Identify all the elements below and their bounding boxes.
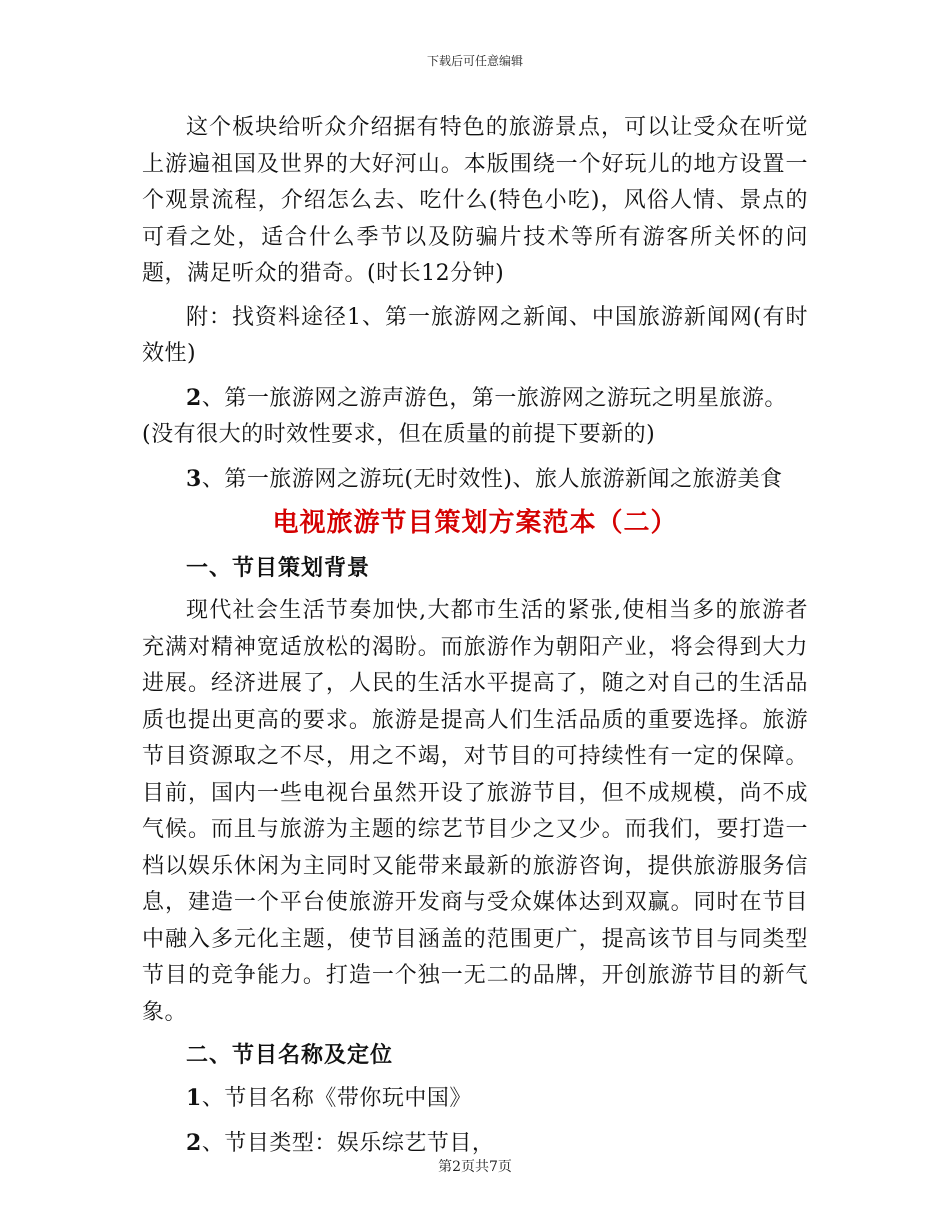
list-item-number: 2 xyxy=(186,384,202,411)
page-footer: 第2页共7页 xyxy=(438,1159,512,1175)
list-item-text: 、第一旅游网之游玩(无时效性)、旅人旅游新闻之旅游美食 xyxy=(201,466,783,492)
list-item-number: 2 xyxy=(186,1129,202,1156)
section-heading: 一、节目策划背景 xyxy=(186,556,371,581)
list-item-text: 、第一旅游网之游声游色，第一旅游网之游玩之明星旅游。(没有很大的时效性要求，但在质量的前提下要新的) xyxy=(142,385,787,447)
section-paragraph: 现代社会生活节奏加快,大都市生活的紧张,使相当多的旅游者充满对精神宽适放松的渴盼。而旅游作为朝阳产业，将会得到大力进展。经济进展了，人民的生活水平提高了，随之对自己的生活品质也提出更高的要求。旅游是提高人们生活品质的重要选择。旅游节目资源取之不尽，用之不竭，对节目的可持续性有一定的保障。目前，国内一些电视台虽然开设了旅游节目，但不成规模，尚不成气候。而且与旅游为主题的综艺节目少之又少。而我们，要打造一档以娱乐休闲为主同时又能带来最新的旅游咨询，提供旅游服务信息，建造一个平台使旅游开发商与受众媒体达到双赢。同时在节目中融入多元化主题，使节目涵盖的范围更广，提高该节目与同类型节目的竞争能力。打造一个独一无二的品牌，开创旅游节目的新气象。 xyxy=(142,598,808,1025)
list-item xyxy=(142,380,808,454)
list-item xyxy=(142,1080,808,1118)
list-item-number: 3 xyxy=(186,465,202,492)
document-title: 电视旅游节目策划方案范本（二） xyxy=(272,508,678,538)
page-header: 下载后可任意编辑 xyxy=(426,54,523,68)
intro-paragraph: 这个板块给听众介绍据有特色的旅游景点，可以让受众在听觉上游遍祖国及世界的大好河山。本版围绕一个好玩儿的地方设置一个观景流程，介绍怎么去、吃什么(特色小吃)，风俗人情、景点的可看之处，适合什么季节以及防骗片技术等所有游客所关怀的问题，满足听众的猎奇。(时长12分钟) xyxy=(142,115,808,286)
list-item-text: 、节目名称《带你玩中国》 xyxy=(201,1086,472,1111)
section-heading: 二、节目名称及定位 xyxy=(186,1043,394,1068)
list-item-number: 1 xyxy=(186,1085,202,1111)
document-body xyxy=(142,110,808,1169)
list-item xyxy=(142,461,808,499)
list-item-text: 、节目类型：娱乐综艺节目， xyxy=(201,1130,495,1156)
appendix-paragraph: 附：找资料途径1、第一旅游网之新闻、中国旅游新闻网(有时效性) xyxy=(142,304,808,366)
